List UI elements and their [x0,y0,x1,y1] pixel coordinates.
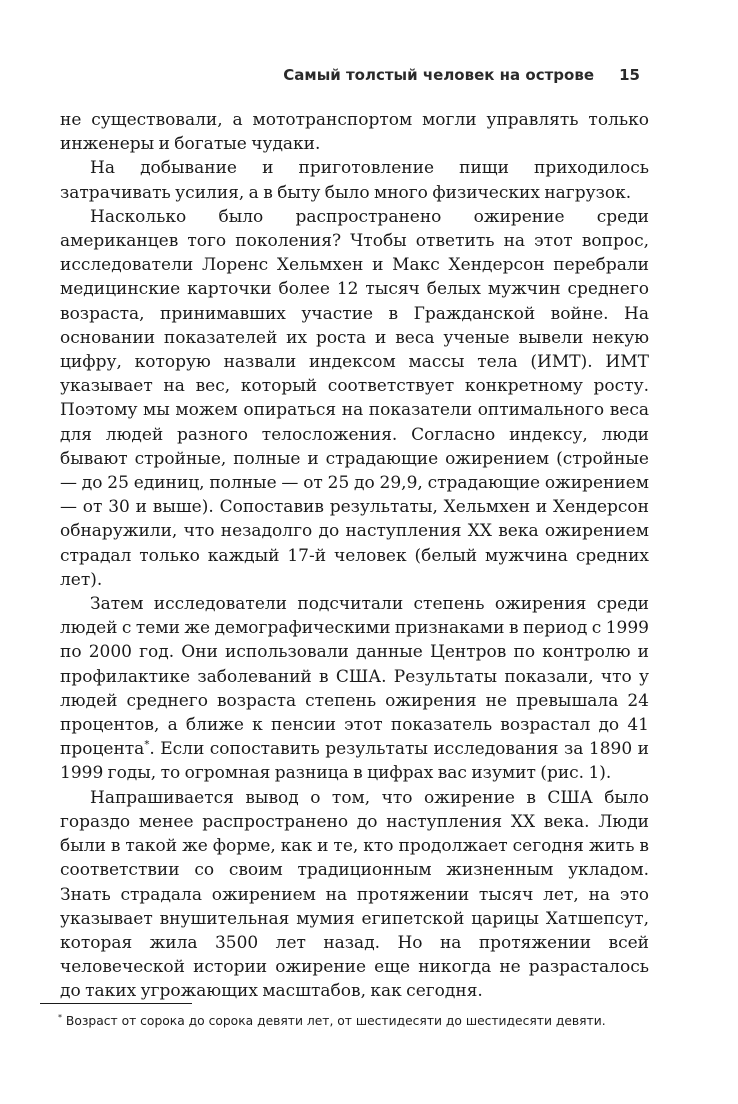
footnote-marker: * [58,1012,62,1022]
paragraph-4-tail: . Если сопоставить результаты исследования за 1890 и 1999 годы, то огромная разница в цифрах вас изумит (рис. 1). [60,739,649,784]
footnote [58,1013,658,1029]
running-head [60,66,640,92]
paragraph-2: На добывание и приготовление пищи приходилось затрачивать усилия, а в быту было много физических нагрузок. [60,158,649,203]
running-title: Самый толстый человек на острове [283,66,594,84]
paragraph-4-text: Затем исследователи подсчитали степень ожирения среди людей с теми же демографическими признаками в период с 1999 по 2000 год. Они использовали данные Центров по контролю и профилактике заболеваний в США. Результаты показали, что у людей среднего возраста степень ожирения не превышала 24 процентов, а ближе к пенсии этот показатель возрастал до 41 процента [60,594,649,760]
footnote-divider [40,1003,192,1004]
paragraph-3: Насколько было распространено ожирение среди американцев того поколения? Чтобы ответить на этот вопрос, исследователи Лоренс Хельмхен и Макс Хендерсон перебрали медицинские карточки более 12 тысяч белых мужчин среднего возраста, принимавших участие в Гражданской войне. На основании показателей их роста и веса ученые вывели некую цифру, которую назвали индексом массы тела (ИМТ). ИМТ указывает на вес, который соответствует конкретному росту. Поэтому мы можем опираться на показатели оптимального веса для людей разного телосложения. Согласно индексу, люди бывают стройные, полные и страдающие ожирением (стройные — до 25 единиц, полные — от 25 до 29,9, страдающие ожирением — от 30 и выше). Сопоставив результаты, Хельмхен и Хендерсон обнаружили, что незадолго до наступления XX века ожирением страдал только каждый 17-й человек (белый мужчина средних лет). [60,206,649,590]
body-text [60,108,649,1004]
footnote-text: Возраст от сорока до сорока девяти лет, от шестидесяти до шестидесяти девяти. [62,1014,606,1028]
footnote-reference-mark[interactable]: * [144,739,150,751]
paragraph-5: Напрашивается вывод о том, что ожирение в США было гораздо менее распространено до наступления XX века. Люди были в такой же форме, как и те, кто продолжает сегодня жить в соответствии со своим традиционным жизненным укладом. Знать страдала ожирением на протяжении тысяч лет, на это указывает внушительная мумия египетской царицы Хатшепсут, которая жила 3500 лет назад. Но на протяжении всей человеческой истории ожирение еще никогда не разрасталось до таких угрожающих масштабов, как сегодня. [60,787,649,1002]
page-number: 15 [619,66,640,84]
paragraph-1: не существовали, а мототранспортом могли управлять только инженеры и богатые чудаки. [60,110,649,155]
paragraph-4 [60,592,649,786]
